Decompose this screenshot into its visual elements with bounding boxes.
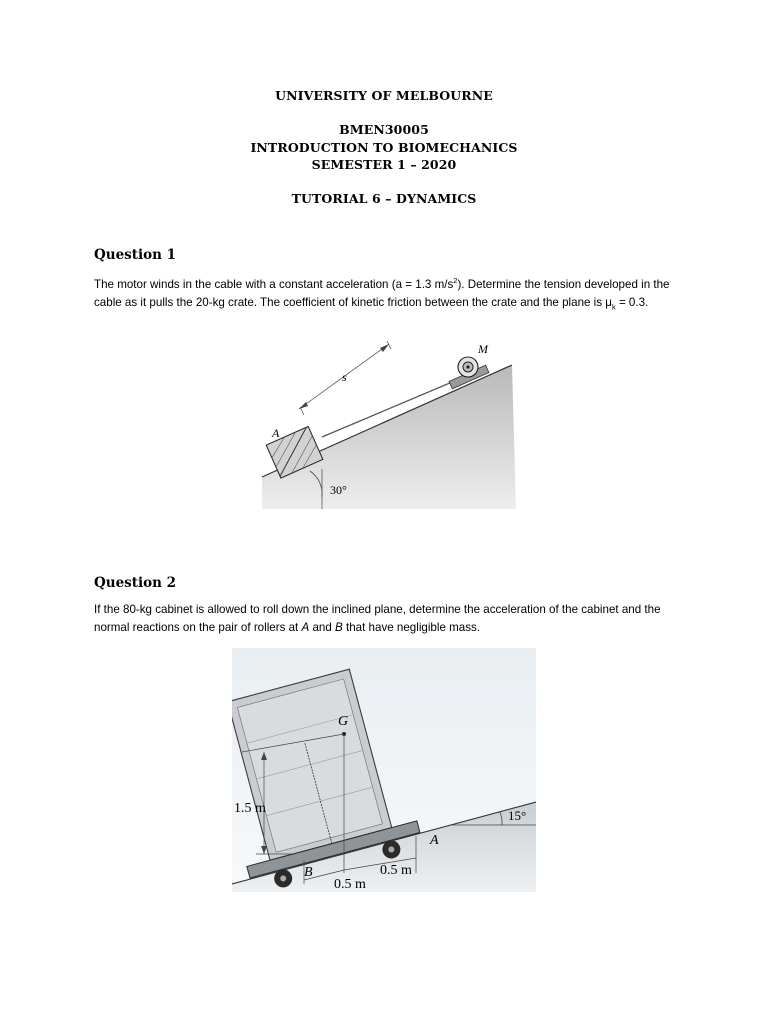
q2-text-A: A xyxy=(301,621,310,634)
label-B: B xyxy=(304,865,313,880)
q1-text-b: ). Determine the tension developed in the cable as it pulls the 20-kg crate. The coefficient of kinetic friction between the crate and the plane is μ xyxy=(94,277,670,309)
q2-text-b: that have negligible mass. xyxy=(342,621,481,634)
label-angle: 15° xyxy=(508,808,527,823)
label-crate: A xyxy=(272,426,280,440)
course-name: INTRODUCTION TO BIOMECHANICS xyxy=(250,140,518,155)
question-1-title: Question 1 xyxy=(94,247,177,263)
q2-text-and: and xyxy=(309,621,336,634)
label-dim-right: 0.5 m xyxy=(380,863,412,878)
label-s: s xyxy=(342,370,347,384)
q2-text-B: B xyxy=(335,621,343,634)
course-code: BMEN30005 xyxy=(339,122,429,137)
question-2-text xyxy=(94,601,694,637)
question-1-text xyxy=(94,272,694,316)
question-2-title: Question 2 xyxy=(94,575,177,591)
q1-text-a: The motor winds in the cable with a constant acceleration (a = 1.3 m/s xyxy=(94,277,454,291)
label-motor: M xyxy=(478,342,488,356)
university-title: UNIVERSITY OF MELBOURNE xyxy=(275,88,493,103)
q1-text-sub: k xyxy=(611,302,616,312)
label-G: G xyxy=(338,714,349,729)
label-height: 1.5 m xyxy=(234,801,266,816)
label-dim-left: 0.5 m xyxy=(334,877,366,892)
label-A: A xyxy=(430,833,439,848)
q1-text-c: = 0.3. xyxy=(615,295,649,309)
label-angle: 30° xyxy=(330,483,347,497)
question-2-figure xyxy=(232,648,536,892)
tutorial-title: TUTORIAL 6 – DYNAMICS xyxy=(291,191,477,206)
q1-text-sup: 2 xyxy=(453,276,458,285)
q2-text-a: If the 80-kg cabinet is allowed to roll down the inclined plane, determine the acceleration of the cabinet and the normal reactions on the pair of rollers at xyxy=(94,603,661,634)
semester: SEMESTER 1 – 2020 xyxy=(311,157,457,172)
question-1-figure xyxy=(252,337,520,509)
